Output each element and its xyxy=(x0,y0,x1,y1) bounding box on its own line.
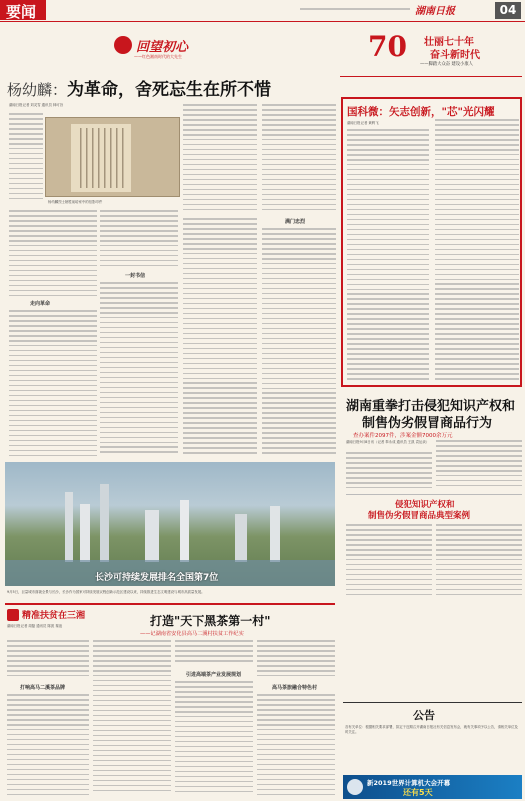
lead-col2-text xyxy=(9,210,97,300)
poverty-col1b xyxy=(7,694,89,799)
lead-byline: 湖南日报记者 刘灵雪 通讯员 林可旨 xyxy=(9,103,64,107)
ip-col1-text xyxy=(346,452,432,492)
poverty-byline: 湖南日报记者 周磊 通讯员 陈波 秦谊 xyxy=(7,624,63,628)
tower-6 xyxy=(235,514,247,562)
feature-byline: 湖南日报记者 黄利飞 xyxy=(347,121,379,125)
photo-caption-title: 长沙可持续发展排名全国第7位 xyxy=(95,573,219,583)
seventy-logo: 70 xyxy=(368,30,407,63)
col-head-1: 走向革命 xyxy=(30,301,51,307)
ip-cases-col2 xyxy=(436,524,522,600)
ad-logo-icon xyxy=(347,779,363,795)
lead-col4b-text xyxy=(183,218,257,460)
ip-col2-text xyxy=(436,440,522,492)
ip-subtitle: 查办案件2097件，涉案金额7000余万元 xyxy=(353,433,453,439)
notice-title: 公告 xyxy=(413,709,435,722)
section-title: 要闻 xyxy=(6,3,37,21)
poverty-badge-icon xyxy=(7,609,19,621)
banner-left xyxy=(100,34,260,66)
tower-2 xyxy=(80,504,90,562)
poverty-col3b xyxy=(175,681,253,799)
banner-left-logo: 回望初心 xyxy=(136,40,189,55)
ip-cases-title-1: 侵犯知识产权和 xyxy=(395,500,455,510)
bottom-ad xyxy=(343,775,522,799)
lead-col2b-text xyxy=(9,310,97,460)
lead-col3-text xyxy=(100,210,178,270)
poverty-col3 xyxy=(175,640,253,668)
ad-sub: 还有5天 xyxy=(403,788,433,797)
ip-cases-col1 xyxy=(346,524,432,600)
lead-col4-text xyxy=(183,104,257,214)
col-head-2: 一封书信 xyxy=(125,273,146,279)
poverty-subtitle: ——记湖南省安化县高马二溪村扶贫工作纪实 xyxy=(140,631,244,637)
photo-caption: 杨幼麟烈士牺牲前给家中的信影印件 xyxy=(48,200,103,204)
poverty-logo: 精准扶贫在三湘 xyxy=(22,611,86,621)
notice-box xyxy=(343,702,522,772)
party-emblem-icon xyxy=(114,36,132,54)
ip-title-1: 湖南重拳打击侵犯知识产权和 xyxy=(346,399,516,414)
tower-7 xyxy=(270,506,280,562)
lead-headline: 为革命，舍死忘生在所不惜 xyxy=(67,80,272,100)
lead-kicker: 杨幼麟： xyxy=(7,81,68,99)
poverty-head-1: 打响高马二溪茶品牌 xyxy=(20,685,66,691)
paper-logo: 湖南日报 xyxy=(415,6,455,17)
banner-right-big: 壮丽七十年 xyxy=(424,37,474,48)
lead-col5b-text xyxy=(262,228,336,460)
banner-right-rule xyxy=(340,76,522,77)
banner-right-big2: 奋斗新时代 xyxy=(430,50,480,61)
banner-right-sub: ——脚踏大众奋 建设小康人 xyxy=(420,62,473,67)
feature-title: 国科微：矢志创新，"芯"光闪耀 xyxy=(347,106,495,118)
feature-col2-text xyxy=(435,119,519,383)
poverty-col1 xyxy=(7,640,89,680)
col-head-3: 满门忠烈 xyxy=(285,219,306,225)
tower-1 xyxy=(65,492,73,562)
lead-col5-text xyxy=(262,104,336,216)
poverty-col4b xyxy=(257,694,335,799)
ad-text: 新2019世界计算机大会开幕 xyxy=(367,779,451,787)
letter-photo xyxy=(45,117,180,197)
ip-divider xyxy=(346,494,522,495)
masthead xyxy=(0,0,525,22)
tower-4 xyxy=(145,510,159,562)
city-photo xyxy=(5,462,335,586)
banner-left-sub: ——红色湘南时代的大先生 xyxy=(134,54,182,59)
feature-box xyxy=(341,97,522,387)
page-number: 04 xyxy=(495,2,521,19)
poverty-head-3: 高马茶旅融合特色村 xyxy=(272,685,318,691)
ip-cases-title-2: 制售伪劣假冒商品典型案例 xyxy=(368,511,471,521)
poverty-col4 xyxy=(257,640,335,680)
lead-col3b-text xyxy=(100,282,178,460)
poverty-title: 打造"天下黑茶第一村" xyxy=(150,614,271,628)
ip-byline: 湖南日报9月8日讯（记者 奉永成 通讯员 王凯 袁运谈） xyxy=(346,440,430,444)
photo-caption-text: 9月5日，巨量城市面貌全景与长沙，长沙作为国家可持续发展议程创新示范区建设以来，持续推进生态文明建设与城市高质量发展。 xyxy=(7,590,205,594)
lead-col1-text xyxy=(9,113,43,203)
lead-title xyxy=(7,75,337,99)
banner-right xyxy=(368,30,518,74)
poverty-col2 xyxy=(93,640,171,799)
ip-title-2: 制售伪劣假冒商品行为 xyxy=(362,416,493,431)
poverty-head-2: 引进高端茶产业发展规划 xyxy=(186,672,242,678)
feature-col1-text xyxy=(347,129,429,383)
header-meta xyxy=(300,8,410,16)
poverty-rule xyxy=(5,603,335,605)
letter-handwriting xyxy=(80,128,124,188)
tower-3 xyxy=(100,484,109,562)
tower-5 xyxy=(180,500,189,562)
notice-text: 各有关单位：根据相关要求部署，拟定于近期召开湖南日报社有关信息发布会，就有关事项予以公告，请相关单位及时关注。 xyxy=(345,725,518,734)
